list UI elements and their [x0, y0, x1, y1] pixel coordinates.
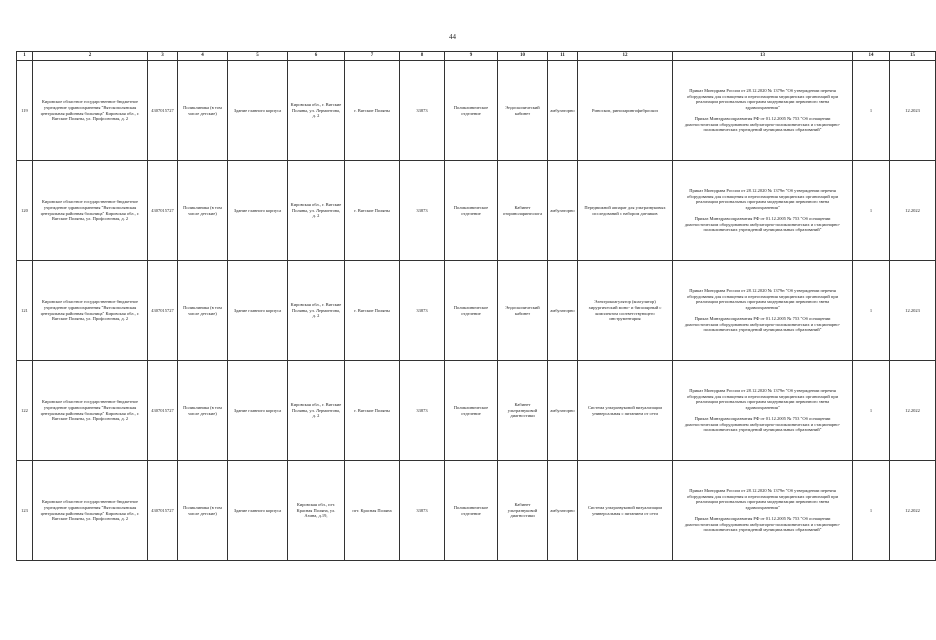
header-cell: 14 — [853, 52, 890, 61]
row-number-cell: 121 — [17, 261, 33, 361]
date-cell: 12.2022 — [890, 461, 936, 561]
header-cell: 1 — [17, 52, 33, 61]
equipment-cell: Система ультразвуковой визуализации универсальная с питанием от сети — [578, 461, 673, 561]
building-cell: Здание главного корпуса — [228, 61, 288, 161]
regulation-order-2: Приказ Минздравсоцразвития РФ от 01.12.2005 № 753 "Об оснащении диагностическим оборудованием амбулаторно-поликлинических и стационарно-поликлинических учреждений муниципальных образований" — [684, 116, 841, 133]
table-row — [17, 361, 936, 461]
quantity-cell: 1 — [853, 161, 890, 261]
regulation-order-1: Приказ Минздрава России от 28.12.2020 № 1379н "Об утверждении перечня оборудования для оснащения и переоснащения медицинских организаций при реализации региональных программ модернизации первичного звена здравоохранения" — [687, 487, 838, 510]
quantity-cell: 1 — [853, 61, 890, 161]
department-cell: Поликлиническое отделение — [445, 361, 498, 461]
header-cell: 2 — [33, 52, 148, 61]
header-cell: 10 — [498, 52, 548, 61]
building-cell: Здание главного корпуса — [228, 161, 288, 261]
locality-cell: г. Вятские Поляны — [345, 261, 400, 361]
header-cell: 8 — [400, 52, 445, 61]
page-number: 44 — [449, 33, 456, 41]
department-cell: Поликлиническое отделение — [445, 61, 498, 161]
equipment-cell: Риноскоп, риноларингофиброскоп — [578, 61, 673, 161]
header-cell: 3 — [148, 52, 178, 61]
room-cell: Эндоскопический кабинет — [498, 261, 548, 361]
facility-type-cell: Поликлиника (в том числе детские) — [178, 161, 228, 261]
oktmo-cell: 33873 — [400, 461, 445, 561]
locality-cell: г. Вятские Поляны — [345, 61, 400, 161]
facility-type-cell: Поликлиника (в том числе детские) — [178, 61, 228, 161]
regulation-order-2: Приказ Минздравсоцразвития РФ от 01.12.2005 № 753 "Об оснащении диагностическим оборудованием амбулаторно-поликлинических и стационарно-поликлинических учреждений муниципальных образований" — [684, 516, 841, 533]
inn-cell: 4307015727 — [148, 461, 178, 561]
department-cell: Поликлиническое отделение — [445, 261, 498, 361]
regulation-cell — [673, 161, 853, 261]
care-condition-cell: амбулаторно — [548, 361, 578, 461]
building-cell: Здание главного корпуса — [228, 461, 288, 561]
inn-cell: 4307015727 — [148, 161, 178, 261]
equipment-cell: Передвижной аппарат для ультразвуковых исследований с набором датчиков — [578, 161, 673, 261]
regulation-order-1: Приказ Минздрава России от 28.12.2020 № 1379н "Об утверждении перечня оборудования для оснащения и переоснащения медицинских организаций при реализации региональных программ модернизации первичного звена здравоохранения" — [687, 387, 838, 410]
facility-type-cell: Поликлиника (в том числе детские) — [178, 461, 228, 561]
facility-type-cell: Поликлиника (в том числе детские) — [178, 261, 228, 361]
quantity-cell: 1 — [853, 261, 890, 361]
quantity-cell: 1 — [853, 461, 890, 561]
row-number-cell: 122 — [17, 361, 33, 461]
table-row — [17, 261, 936, 361]
care-condition-cell: амбулаторно — [548, 261, 578, 361]
date-cell: 12.2023 — [890, 61, 936, 161]
room-cell: Эндоскопический кабинет — [498, 61, 548, 161]
header-cell: 4 — [178, 52, 228, 61]
table-body — [17, 52, 936, 561]
regulation-cell — [673, 61, 853, 161]
regulation-cell — [673, 361, 853, 461]
building-cell: Здание главного корпуса — [228, 361, 288, 461]
regulation-order-2: Приказ Минздравсоцразвития РФ от 01.12.2005 № 753 "Об оснащении диагностическим оборудованием амбулаторно-поликлинических и стационарно-поликлинических учреждений муниципальных образований" — [684, 416, 841, 433]
locality-cell: г. Вятские Поляны — [345, 361, 400, 461]
organization-cell: Кировское областное государственное бюджетное учреждение здравоохранения "Вятскополянская центральная районная больница" Кировская обл., г. Вятские Поляны, ул. Профсоюзная, д. 2 — [33, 261, 148, 361]
address-cell: Кировская обл., пгт. Красная Поляна, ул. Азина, д.19, — [288, 461, 345, 561]
locality-cell: пгт. Красная Поляна — [345, 461, 400, 561]
date-cell: 12.2022 — [890, 361, 936, 461]
address-cell: Кировская обл., г. Вятские Поляны, ул. Лермонтова, д. 2 — [288, 61, 345, 161]
inn-cell: 4307015727 — [148, 361, 178, 461]
row-number-cell: 119 — [17, 61, 33, 161]
inn-cell: 4307015727 — [148, 61, 178, 161]
room-cell: Кабинет оториноларинголога — [498, 161, 548, 261]
equipment-table — [16, 51, 936, 561]
address-cell: Кировская обл., г. Вятские Поляны, ул. Лермонтова, д. 2 — [288, 161, 345, 261]
header-cell: 9 — [445, 52, 498, 61]
building-cell: Здание главного корпуса — [228, 261, 288, 361]
department-cell: Поликлиническое отделение — [445, 461, 498, 561]
equipment-cell: Электрокоагулятор (коагулятор) хирургический моно- и биполярный с комплектом соответствующего инструментария — [578, 261, 673, 361]
header-cell: 15 — [890, 52, 936, 61]
equipment-cell: Система ультразвуковой визуализации универсальная с питанием от сети — [578, 361, 673, 461]
organization-cell: Кировское областное государственное бюджетное учреждение здравоохранения "Вятскополянская центральная районная больница" Кировская обл., г. Вятские Поляны, ул. Профсоюзная, д. 2 — [33, 461, 148, 561]
table-row — [17, 461, 936, 561]
inn-cell: 4307015727 — [148, 261, 178, 361]
header-cell: 6 — [288, 52, 345, 61]
oktmo-cell: 33873 — [400, 261, 445, 361]
locality-cell: г. Вятские Поляны — [345, 161, 400, 261]
department-cell: Поликлиническое отделение — [445, 161, 498, 261]
regulation-order-1: Приказ Минздрава России от 28.12.2020 № 1379н "Об утверждении перечня оборудования для оснащения и переоснащения медицинских организаций при реализации региональных программ модернизации первичного звена здравоохранения" — [687, 87, 838, 110]
care-condition-cell: амбулаторно — [548, 61, 578, 161]
organization-cell: Кировское областное государственное бюджетное учреждение здравоохранения "Вятскополянская центральная районная больница" Кировская обл., г. Вятские Поляны, ул. Профсоюзная, д. 2 — [33, 161, 148, 261]
regulation-order-1: Приказ Минздрава России от 28.12.2020 № 1379н "Об утверждении перечня оборудования для оснащения и переоснащения медицинских организаций при реализации региональных программ модернизации первичного звена здравоохранения" — [687, 187, 838, 210]
facility-type-cell: Поликлиника (в том числе детские) — [178, 361, 228, 461]
table-row — [17, 161, 936, 261]
row-number-cell: 120 — [17, 161, 33, 261]
header-cell: 7 — [345, 52, 400, 61]
organization-cell: Кировское областное государственное бюджетное учреждение здравоохранения "Вятскополянская центральная районная больница" Кировская обл., г. Вятские Поляны, ул. Профсоюзная, д. 2 — [33, 361, 148, 461]
row-number-cell: 123 — [17, 461, 33, 561]
header-cell: 12 — [578, 52, 673, 61]
regulation-cell — [673, 461, 853, 561]
table-row — [17, 61, 936, 161]
room-cell: Кабинет ультразвуковой диагностики — [498, 461, 548, 561]
regulation-order-2: Приказ Минздравсоцразвития РФ от 01.12.2005 № 753 "Об оснащении диагностическим оборудованием амбулаторно-поликлинических и стационарно-поликлинических учреждений муниципальных образований" — [684, 216, 841, 233]
oktmo-cell: 33873 — [400, 161, 445, 261]
date-cell: 12.2023 — [890, 261, 936, 361]
regulation-order-1: Приказ Минздрава России от 28.12.2020 № 1379н "Об утверждении перечня оборудования для оснащения и переоснащения медицинских организаций при реализации региональных программ модернизации первичного звена здравоохранения" — [687, 287, 838, 310]
regulation-cell — [673, 261, 853, 361]
header-cell: 11 — [548, 52, 578, 61]
header-cell: 13 — [673, 52, 853, 61]
care-condition-cell: амбулаторно — [548, 161, 578, 261]
address-cell: Кировская обл., г. Вятские Поляны, ул. Лермонтова, д. 2 — [288, 261, 345, 361]
oktmo-cell: 33873 — [400, 361, 445, 461]
quantity-cell: 1 — [853, 361, 890, 461]
organization-cell: Кировское областное государственное бюджетное учреждение здравоохранения "Вятскополянская центральная районная больница" Кировская обл., г. Вятские Поляны, ул. Профсоюзная, д. 2 — [33, 61, 148, 161]
address-cell: Кировская обл., г. Вятские Поляны, ул. Лермонтова, д. 2 — [288, 361, 345, 461]
room-cell: Кабинет ультразвуковой диагностики — [498, 361, 548, 461]
header-row — [17, 52, 936, 61]
date-cell: 12.2022 — [890, 161, 936, 261]
oktmo-cell: 33873 — [400, 61, 445, 161]
header-cell: 5 — [228, 52, 288, 61]
regulation-order-2: Приказ Минздравсоцразвития РФ от 01.12.2005 № 753 "Об оснащении диагностическим оборудованием амбулаторно-поликлинических и стационарно-поликлинических учреждений муниципальных образований" — [684, 316, 841, 333]
care-condition-cell: амбулаторно — [548, 461, 578, 561]
